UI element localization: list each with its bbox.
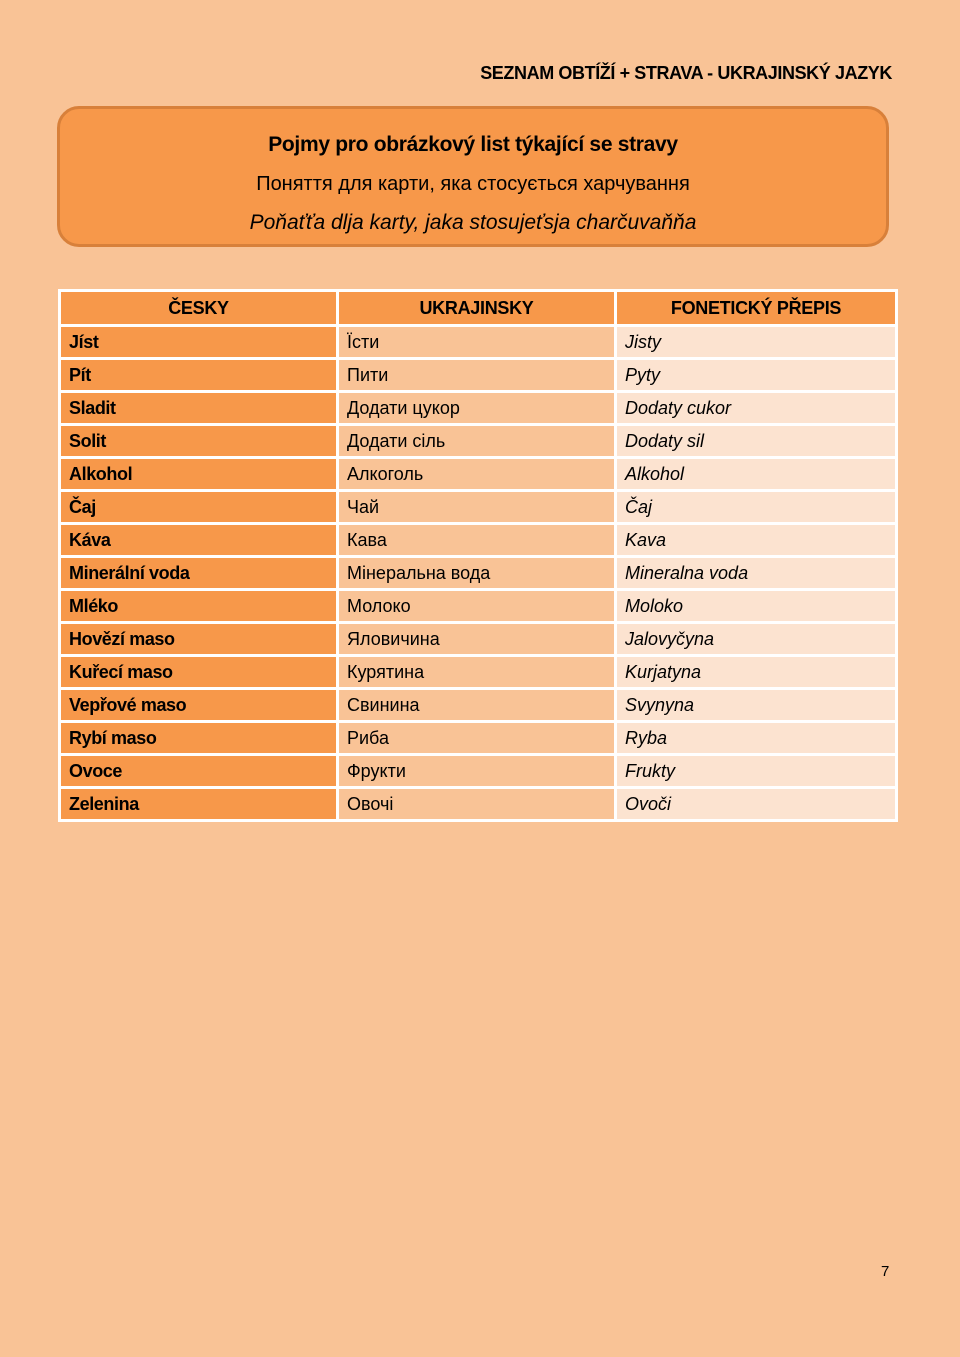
phonetic-term: Kurjatyna	[616, 656, 897, 689]
table-row	[60, 326, 897, 359]
czech-term: Alkohol	[60, 458, 338, 491]
ukrainian-term: Молоко	[338, 590, 616, 623]
ukrainian-term: Алкоголь	[338, 458, 616, 491]
document-header: SEZNAM OBTÍŽÍ + STRAVA - UKRAJINSKÝ JAZYK	[480, 63, 892, 83]
table-row	[60, 623, 897, 656]
czech-term: Káva	[60, 524, 338, 557]
czech-term: Hovězí maso	[60, 623, 338, 656]
ukrainian-term: Овочі	[338, 788, 616, 821]
phonetic-term: Jisty	[616, 326, 897, 359]
table-row	[60, 590, 897, 623]
ukrainian-term: Пити	[338, 359, 616, 392]
ukrainian-term: Кава	[338, 524, 616, 557]
ukrainian-term: Чай	[338, 491, 616, 524]
ukrainian-term: Додати цукор	[338, 392, 616, 425]
phonetic-term: Jalovyčyna	[616, 623, 897, 656]
column-header-phonetic: FONETICKÝ PŘEPIS	[616, 291, 897, 326]
ukrainian-term: Риба	[338, 722, 616, 755]
vocabulary-table	[58, 289, 898, 822]
column-header-czech: ČESKY	[60, 291, 338, 326]
column-header-ukrainian: UKRAJINSKY	[338, 291, 616, 326]
phonetic-term: Alkohol	[616, 458, 897, 491]
czech-term: Jíst	[60, 326, 338, 359]
phonetic-term: Kava	[616, 524, 897, 557]
ukrainian-term: Мінеральна вода	[338, 557, 616, 590]
title-box	[57, 106, 889, 247]
phonetic-term: Ryba	[616, 722, 897, 755]
phonetic-term: Frukty	[616, 755, 897, 788]
table-row	[60, 557, 897, 590]
table-row	[60, 689, 897, 722]
czech-term: Rybí maso	[60, 722, 338, 755]
table-row	[60, 524, 897, 557]
phonetic-term: Ovoči	[616, 788, 897, 821]
czech-term: Minerální voda	[60, 557, 338, 590]
phonetic-term: Dodaty cukor	[616, 392, 897, 425]
table-row	[60, 458, 897, 491]
ukrainian-term: Фрукти	[338, 755, 616, 788]
table-row	[60, 359, 897, 392]
phonetic-term: Dodaty sil	[616, 425, 897, 458]
table-row	[60, 722, 897, 755]
phonetic-term: Čaj	[616, 491, 897, 524]
table-header-row	[60, 291, 897, 326]
title-czech: Pojmy pro obrázkový list týkající se stravy	[268, 133, 678, 156]
table-row	[60, 656, 897, 689]
title-phonetic: Poňaťťa dlja karty, jaka stosujeťsja charčuvaňňa	[249, 211, 697, 234]
czech-term: Sladit	[60, 392, 338, 425]
czech-term: Čaj	[60, 491, 338, 524]
table-row	[60, 392, 897, 425]
page-number: 7	[881, 1263, 890, 1280]
ukrainian-term: Додати сіль	[338, 425, 616, 458]
czech-term: Mléko	[60, 590, 338, 623]
phonetic-term: Moloko	[616, 590, 897, 623]
table-row	[60, 788, 897, 821]
phonetic-term: Svynyna	[616, 689, 897, 722]
ukrainian-term: Їсти	[338, 326, 616, 359]
ukrainian-term: Курятина	[338, 656, 616, 689]
czech-term: Kuřecí maso	[60, 656, 338, 689]
table-row	[60, 755, 897, 788]
table-row	[60, 491, 897, 524]
table-row	[60, 425, 897, 458]
czech-term: Pít	[60, 359, 338, 392]
ukrainian-term: Яловичина	[338, 623, 616, 656]
czech-term: Solit	[60, 425, 338, 458]
czech-term: Zelenina	[60, 788, 338, 821]
phonetic-term: Pyty	[616, 359, 897, 392]
czech-term: Ovoce	[60, 755, 338, 788]
ukrainian-term: Свинина	[338, 689, 616, 722]
title-ukrainian: Поняття для карти, яка стосується харчування	[256, 173, 690, 195]
czech-term: Vepřové maso	[60, 689, 338, 722]
phonetic-term: Mineralna voda	[616, 557, 897, 590]
